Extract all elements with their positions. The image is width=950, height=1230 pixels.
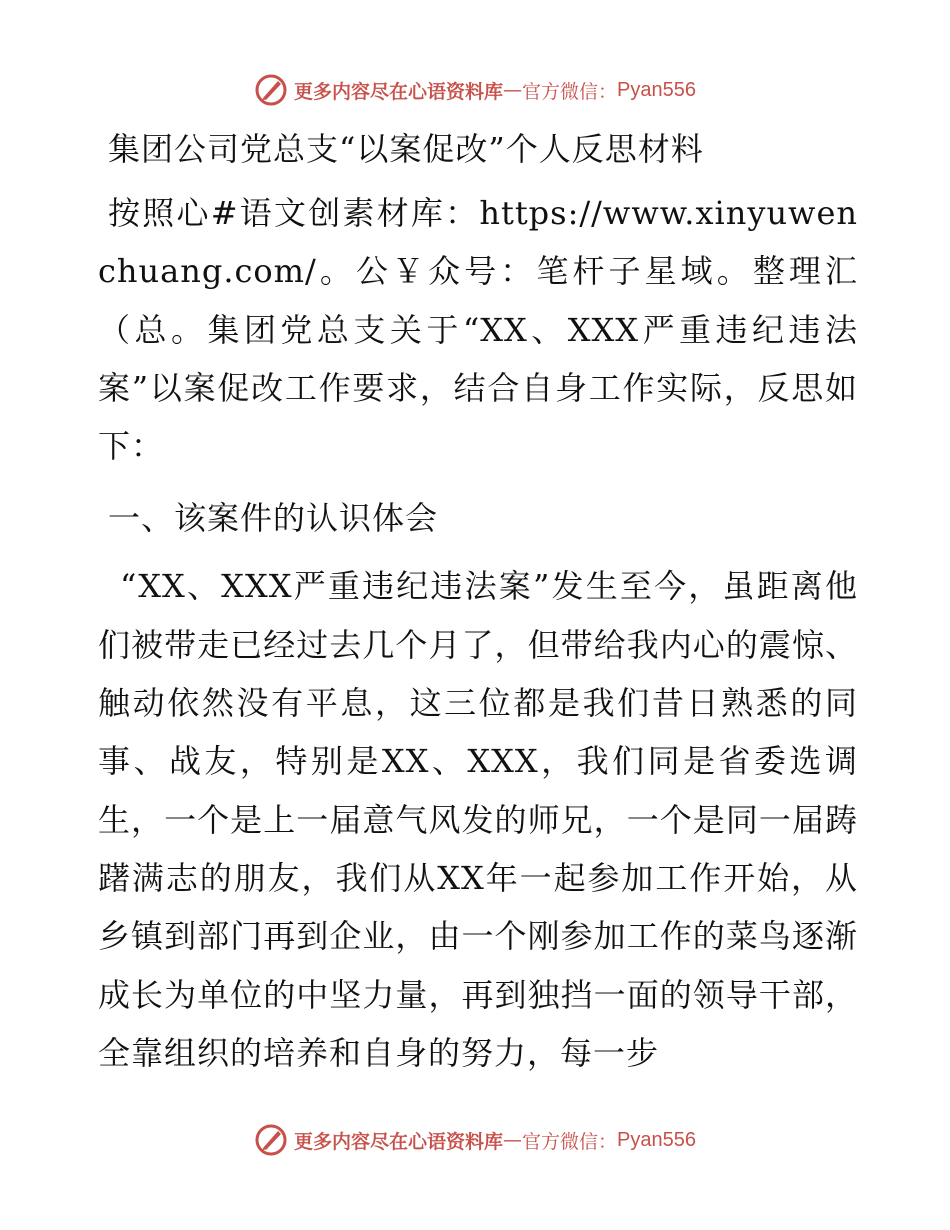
watermark-brand-text: 更多内容尽在心语资料库: [294, 1130, 504, 1153]
watermark-official-label: 官方微信：: [522, 80, 618, 103]
watermark-separator: —: [503, 79, 523, 101]
quill-pen-logo-icon: [254, 73, 288, 107]
document-body: [98, 120, 858, 1082]
watermark-wechat-id: Pyan556: [617, 1128, 696, 1151]
quill-pen-logo-icon: [254, 1123, 288, 1157]
document-title: 集团公司党总支“以案促改”个人反思材料: [108, 130, 704, 168]
watermark-brand-text: 更多内容尽在心语资料库: [294, 80, 504, 103]
watermark-wechat-id: Pyan556: [617, 78, 696, 101]
watermark-separator: —: [503, 1129, 523, 1151]
footer-watermark: [0, 1120, 950, 1160]
watermark-official-label: 官方微信：: [522, 1130, 618, 1153]
header-watermark: [0, 70, 950, 110]
section-heading: 一、该案件的认识体会: [108, 499, 439, 538]
intro-paragraph: 按照心#语文创素材库：https://www.xinyuwenchuang.com/。公￥众号：笔杆子星域。整理汇（总。集团党总支关于“XX、XXX严重违纪违法案”以案促改工作要求，结合自身工作实际，反思如下：: [98, 194, 858, 466]
body-paragraph: “XX、XXX严重违纪违法案”发生至今，虽距离他们被带走已经过去几个月了，但带给我内心的震惊、触动依然没有平息，这三位都是我们昔日熟悉的同事、战友，特别是XX、XXX，我们同是省委选调生，一个是上一届意气风发的师兄，一个是同一届踌躇满志的朋友，我们从XX年一起参加工作开始，从乡镇到部门再到企业，由一个刚参加工作的菜鸟逐渐成长为单位的中坚力量，再到独挡一面的领导干部，全靠组织的培养和自身的努力，每一步: [98, 567, 858, 1072]
